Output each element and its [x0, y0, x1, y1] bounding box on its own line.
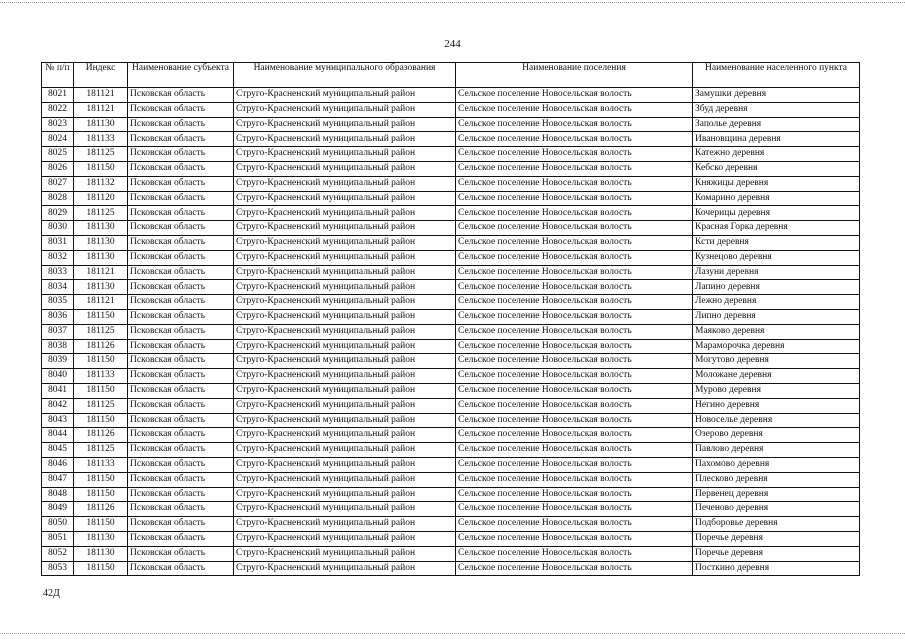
municipality-name: Струго-Красненский муниципальный район — [234, 546, 456, 561]
row-number: 8025 — [42, 147, 74, 162]
column-header-subject: Наименование субъекта — [128, 63, 234, 88]
settlement-name: Сельское поселение Новосельская волость — [456, 309, 693, 324]
table-row — [42, 102, 860, 117]
table-row — [42, 88, 860, 103]
row-number: 8041 — [42, 383, 74, 398]
municipality-name: Струго-Красненский муниципальный район — [234, 383, 456, 398]
row-number: 8024 — [42, 132, 74, 147]
settlement-name: Сельское поселение Новосельская волость — [456, 221, 693, 236]
municipality-name: Струго-Красненский муниципальный район — [234, 280, 456, 295]
settlement-name: Сельское поселение Новосельская волость — [456, 117, 693, 132]
table-row — [42, 354, 860, 369]
page-number: 244 — [444, 38, 461, 50]
column-header-number: № п/п — [42, 63, 74, 88]
municipality-name: Струго-Красненский муниципальный район — [234, 398, 456, 413]
postal-index: 181130 — [74, 546, 128, 561]
column-header-municipality: Наименование муниципального образования — [234, 63, 456, 88]
municipality-name: Струго-Красненский муниципальный район — [234, 250, 456, 265]
postal-index: 181150 — [74, 561, 128, 576]
table-row — [42, 265, 860, 280]
settlement-name: Сельское поселение Новосельская волость — [456, 428, 693, 443]
locality-name: Могутово деревня — [693, 354, 860, 369]
subject-name: Псковская область — [128, 472, 234, 487]
subject-name: Псковская область — [128, 443, 234, 458]
subject-name: Псковская область — [128, 487, 234, 502]
table-row — [42, 413, 860, 428]
table-body — [42, 88, 860, 576]
postal-index: 181121 — [74, 265, 128, 280]
table-row — [42, 206, 860, 221]
subject-name: Псковская область — [128, 398, 234, 413]
column-header-locality: Наименование населенного пункта — [693, 63, 860, 88]
locality-name: Маяково деревня — [693, 324, 860, 339]
municipality-name: Струго-Красненский муниципальный район — [234, 487, 456, 502]
postal-index: 181132 — [74, 176, 128, 191]
municipality-name: Струго-Красненский муниципальный район — [234, 132, 456, 147]
settlement-name: Сельское поселение Новосельская волость — [456, 206, 693, 221]
postal-index: 181150 — [74, 487, 128, 502]
postal-index: 181130 — [74, 235, 128, 250]
settlement-name: Сельское поселение Новосельская волость — [456, 295, 693, 310]
settlement-name: Сельское поселение Новосельская волость — [456, 324, 693, 339]
table-row — [42, 176, 860, 191]
municipality-name: Струго-Красненский муниципальный район — [234, 369, 456, 384]
locality-name: Лазуни деревня — [693, 265, 860, 280]
municipality-name: Струго-Красненский муниципальный район — [234, 472, 456, 487]
table-row — [42, 161, 860, 176]
subject-name: Псковская область — [128, 250, 234, 265]
row-number: 8028 — [42, 191, 74, 206]
postal-index: 181150 — [74, 383, 128, 398]
postal-index: 181133 — [74, 457, 128, 472]
subject-name: Псковская область — [128, 176, 234, 191]
subject-name: Псковская область — [128, 309, 234, 324]
table-row — [42, 443, 860, 458]
postal-index: 181150 — [74, 309, 128, 324]
municipality-name: Струго-Красненский муниципальный район — [234, 221, 456, 236]
municipality-name: Струго-Красненский муниципальный район — [234, 176, 456, 191]
postal-index: 181130 — [74, 221, 128, 236]
locality-name: Плесково деревня — [693, 472, 860, 487]
row-number: 8032 — [42, 250, 74, 265]
settlement-name: Сельское поселение Новосельская волость — [456, 561, 693, 576]
municipality-name: Струго-Красненский муниципальный район — [234, 117, 456, 132]
table-row — [42, 221, 860, 236]
postal-index: 181150 — [74, 517, 128, 532]
municipality-name: Струго-Красненский муниципальный район — [234, 161, 456, 176]
table-row — [42, 487, 860, 502]
locality-name: Первенец деревня — [693, 487, 860, 502]
locality-name: Лапино деревня — [693, 280, 860, 295]
postal-index: 181130 — [74, 250, 128, 265]
postal-index: 181130 — [74, 280, 128, 295]
postal-index: 181126 — [74, 502, 128, 517]
settlement-name: Сельское поселение Новосельская волость — [456, 531, 693, 546]
postal-index: 181125 — [74, 443, 128, 458]
municipality-name: Струго-Красненский муниципальный район — [234, 413, 456, 428]
municipality-name: Струго-Красненский муниципальный район — [234, 517, 456, 532]
settlement-name: Сельское поселение Новосельская волость — [456, 265, 693, 280]
settlement-name: Сельское поселение Новосельская волость — [456, 354, 693, 369]
locality-name: Збуд деревня — [693, 102, 860, 117]
subject-name: Псковская область — [128, 117, 234, 132]
table-row — [42, 472, 860, 487]
locality-name: Печеново деревня — [693, 502, 860, 517]
subject-name: Псковская область — [128, 502, 234, 517]
settlement-name: Сельское поселение Новосельская волость — [456, 280, 693, 295]
subject-name: Псковская область — [128, 546, 234, 561]
locality-name: Лежно деревня — [693, 295, 860, 310]
settlement-name: Сельское поселение Новосельская волость — [456, 369, 693, 384]
municipality-name: Струго-Красненский муниципальный район — [234, 309, 456, 324]
postal-index: 181121 — [74, 88, 128, 103]
footer-code: 42Д — [43, 588, 60, 599]
row-number: 8045 — [42, 443, 74, 458]
row-number: 8035 — [42, 295, 74, 310]
subject-name: Псковская область — [128, 295, 234, 310]
municipality-name: Струго-Красненский муниципальный район — [234, 339, 456, 354]
table-row — [42, 383, 860, 398]
locality-name: Заполье деревня — [693, 117, 860, 132]
subject-name: Псковская область — [128, 88, 234, 103]
header-row — [42, 63, 860, 88]
scan-edge-top — [0, 2, 905, 3]
row-number: 8038 — [42, 339, 74, 354]
subject-name: Псковская область — [128, 221, 234, 236]
locality-name: Комарино деревня — [693, 191, 860, 206]
settlement-name: Сельское поселение Новосельская волость — [456, 161, 693, 176]
settlement-name: Сельское поселение Новосельская волость — [456, 502, 693, 517]
postal-index: 181130 — [74, 531, 128, 546]
settlements-table — [41, 62, 860, 576]
table-row — [42, 147, 860, 162]
row-number: 8043 — [42, 413, 74, 428]
postal-index: 181126 — [74, 339, 128, 354]
row-number: 8044 — [42, 428, 74, 443]
row-number: 8036 — [42, 309, 74, 324]
locality-name: Катежно деревня — [693, 147, 860, 162]
table-row — [42, 428, 860, 443]
locality-name: Озерово деревня — [693, 428, 860, 443]
municipality-name: Струго-Красненский муниципальный район — [234, 147, 456, 162]
row-number: 8051 — [42, 531, 74, 546]
postal-index: 181133 — [74, 132, 128, 147]
table-row — [42, 398, 860, 413]
settlement-name: Сельское поселение Новосельская волость — [456, 339, 693, 354]
municipality-name: Струго-Красненский муниципальный район — [234, 102, 456, 117]
locality-name: Княжицы деревня — [693, 176, 860, 191]
municipality-name: Струго-Красненский муниципальный район — [234, 265, 456, 280]
table-row — [42, 235, 860, 250]
settlement-name: Сельское поселение Новосельская волость — [456, 546, 693, 561]
municipality-name: Струго-Красненский муниципальный район — [234, 324, 456, 339]
locality-name: Кузнецово деревня — [693, 250, 860, 265]
settlement-name: Сельское поселение Новосельская волость — [456, 472, 693, 487]
row-number: 8040 — [42, 369, 74, 384]
locality-name: Липно деревня — [693, 309, 860, 324]
subject-name: Псковская область — [128, 457, 234, 472]
scan-edge-bottom — [0, 633, 905, 634]
subject-name: Псковская область — [128, 354, 234, 369]
locality-name: Ксти деревня — [693, 235, 860, 250]
locality-name: Кочерицы деревня — [693, 206, 860, 221]
subject-name: Псковская область — [128, 383, 234, 398]
subject-name: Псковская область — [128, 102, 234, 117]
municipality-name: Струго-Красненский муниципальный район — [234, 235, 456, 250]
table-row — [42, 191, 860, 206]
subject-name: Псковская область — [128, 161, 234, 176]
settlement-name: Сельское поселение Новосельская волость — [456, 176, 693, 191]
table-row — [42, 561, 860, 576]
row-number: 8052 — [42, 546, 74, 561]
postal-index: 181125 — [74, 147, 128, 162]
locality-name: Мараморочка деревня — [693, 339, 860, 354]
locality-name: Посткино деревня — [693, 561, 860, 576]
municipality-name: Струго-Красненский муниципальный район — [234, 457, 456, 472]
postal-index: 181126 — [74, 428, 128, 443]
municipality-name: Струго-Красненский муниципальный район — [234, 443, 456, 458]
table-row — [42, 339, 860, 354]
municipality-name: Струго-Красненский муниципальный район — [234, 206, 456, 221]
table-row — [42, 369, 860, 384]
settlement-name: Сельское поселение Новосельская волость — [456, 517, 693, 532]
settlement-name: Сельское поселение Новосельская волость — [456, 235, 693, 250]
postal-index: 181133 — [74, 369, 128, 384]
settlement-name: Сельское поселение Новосельская волость — [456, 443, 693, 458]
table-row — [42, 117, 860, 132]
subject-name: Псковская область — [128, 517, 234, 532]
locality-name: Пахомово деревня — [693, 457, 860, 472]
settlement-name: Сельское поселение Новосельская волость — [456, 132, 693, 147]
subject-name: Псковская область — [128, 147, 234, 162]
row-number: 8030 — [42, 221, 74, 236]
locality-name: Поречье деревня — [693, 546, 860, 561]
municipality-name: Струго-Красненский муниципальный район — [234, 561, 456, 576]
subject-name: Псковская область — [128, 531, 234, 546]
table-row — [42, 295, 860, 310]
row-number: 8049 — [42, 502, 74, 517]
subject-name: Псковская область — [128, 324, 234, 339]
locality-name: Павлово деревня — [693, 443, 860, 458]
table-row — [42, 546, 860, 561]
subject-name: Псковская область — [128, 280, 234, 295]
row-number: 8042 — [42, 398, 74, 413]
locality-name: Ивановщина деревня — [693, 132, 860, 147]
table-row — [42, 280, 860, 295]
locality-name: Красная Горка деревня — [693, 221, 860, 236]
settlement-name: Сельское поселение Новосельская волость — [456, 383, 693, 398]
table-row — [42, 502, 860, 517]
postal-index: 181121 — [74, 295, 128, 310]
row-number: 8021 — [42, 88, 74, 103]
table-row — [42, 132, 860, 147]
municipality-name: Струго-Красненский муниципальный район — [234, 502, 456, 517]
locality-name: Подборовье деревня — [693, 517, 860, 532]
subject-name: Псковская область — [128, 206, 234, 221]
settlement-name: Сельское поселение Новосельская волость — [456, 250, 693, 265]
locality-name: Моложане деревня — [693, 369, 860, 384]
postal-index: 181150 — [74, 413, 128, 428]
settlement-name: Сельское поселение Новосельская волость — [456, 88, 693, 103]
municipality-name: Струго-Красненский муниципальный район — [234, 88, 456, 103]
locality-name: Кебско деревня — [693, 161, 860, 176]
subject-name: Псковская область — [128, 265, 234, 280]
row-number: 8053 — [42, 561, 74, 576]
row-number: 8037 — [42, 324, 74, 339]
row-number: 8029 — [42, 206, 74, 221]
postal-index: 181150 — [74, 354, 128, 369]
subject-name: Псковская область — [128, 561, 234, 576]
postal-index: 181125 — [74, 206, 128, 221]
settlement-name: Сельское поселение Новосельская волость — [456, 457, 693, 472]
row-number: 8027 — [42, 176, 74, 191]
table-row — [42, 517, 860, 532]
row-number: 8047 — [42, 472, 74, 487]
column-header-index: Индекс — [74, 63, 128, 88]
locality-name: Поречье деревня — [693, 531, 860, 546]
row-number: 8031 — [42, 235, 74, 250]
locality-name: Негино деревня — [693, 398, 860, 413]
postal-index: 181125 — [74, 324, 128, 339]
municipality-name: Струго-Красненский муниципальный район — [234, 191, 456, 206]
postal-index: 181125 — [74, 398, 128, 413]
settlement-name: Сельское поселение Новосельская волость — [456, 147, 693, 162]
locality-name: Мурово деревня — [693, 383, 860, 398]
postal-index: 181130 — [74, 117, 128, 132]
municipality-name: Струго-Красненский муниципальный район — [234, 354, 456, 369]
row-number: 8033 — [42, 265, 74, 280]
postal-index: 181120 — [74, 191, 128, 206]
table-row — [42, 324, 860, 339]
subject-name: Псковская область — [128, 132, 234, 147]
table-row — [42, 457, 860, 472]
column-header-settlement: Наименование поселения — [456, 63, 693, 88]
subject-name: Псковская область — [128, 369, 234, 384]
row-number: 8022 — [42, 102, 74, 117]
municipality-name: Струго-Красненский муниципальный район — [234, 531, 456, 546]
row-number: 8048 — [42, 487, 74, 502]
table-header — [42, 63, 860, 88]
settlement-name: Сельское поселение Новосельская волость — [456, 102, 693, 117]
subject-name: Псковская область — [128, 339, 234, 354]
locality-name: Замушки деревня — [693, 88, 860, 103]
table-row — [42, 531, 860, 546]
settlement-name: Сельское поселение Новосельская волость — [456, 487, 693, 502]
row-number: 8026 — [42, 161, 74, 176]
row-number: 8023 — [42, 117, 74, 132]
municipality-name: Струго-Красненский муниципальный район — [234, 295, 456, 310]
table-row — [42, 250, 860, 265]
settlement-name: Сельское поселение Новосельская волость — [456, 398, 693, 413]
subject-name: Псковская область — [128, 191, 234, 206]
subject-name: Псковская область — [128, 235, 234, 250]
row-number: 8050 — [42, 517, 74, 532]
row-number: 8046 — [42, 457, 74, 472]
row-number: 8034 — [42, 280, 74, 295]
row-number: 8039 — [42, 354, 74, 369]
settlement-name: Сельское поселение Новосельская волость — [456, 413, 693, 428]
municipality-name: Струго-Красненский муниципальный район — [234, 428, 456, 443]
postal-index: 181150 — [74, 161, 128, 176]
settlement-name: Сельское поселение Новосельская волость — [456, 191, 693, 206]
postal-index: 181121 — [74, 102, 128, 117]
postal-index: 181150 — [74, 472, 128, 487]
subject-name: Псковская область — [128, 413, 234, 428]
locality-name: Новоселье деревня — [693, 413, 860, 428]
table-row — [42, 309, 860, 324]
subject-name: Псковская область — [128, 428, 234, 443]
